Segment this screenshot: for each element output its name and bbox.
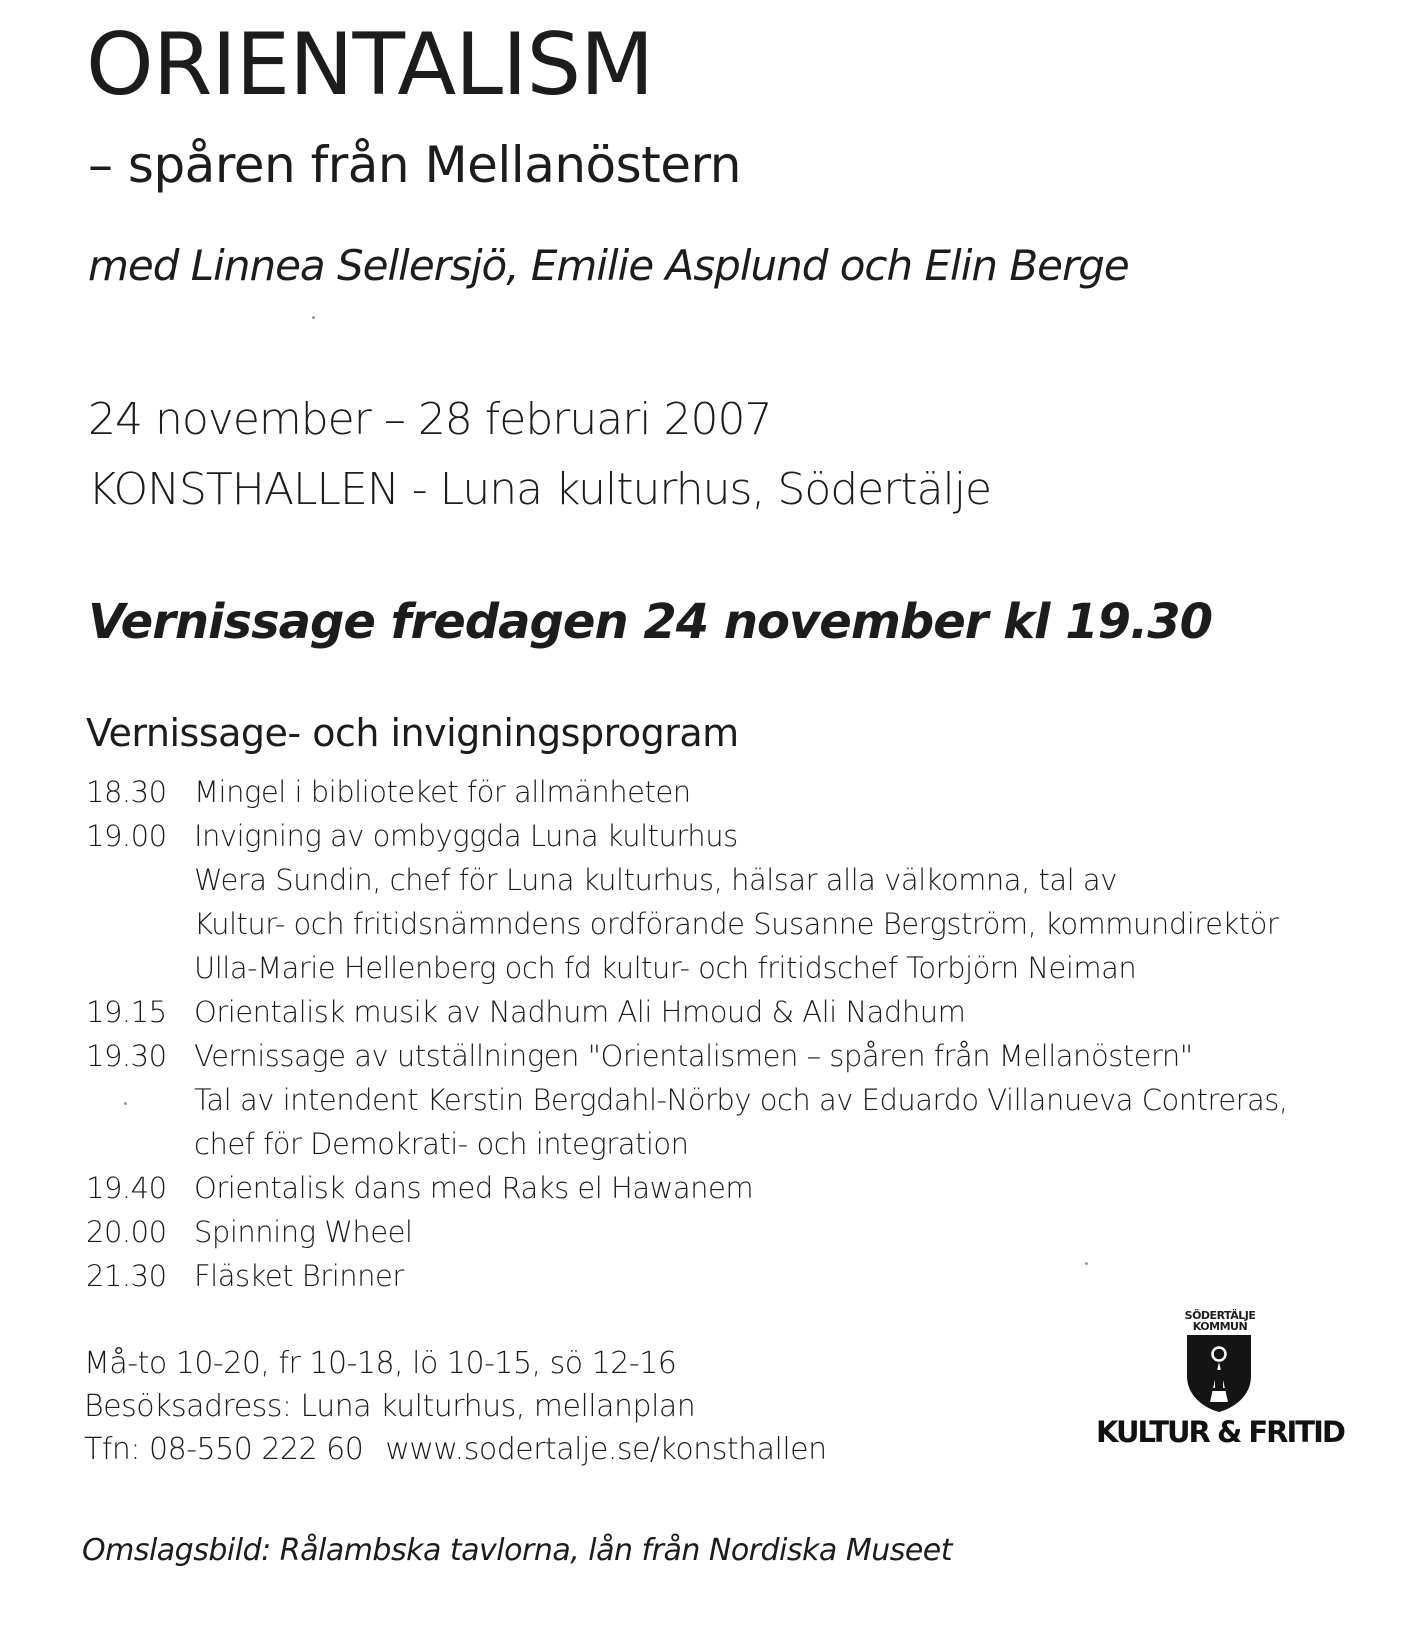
logo-top-line-1: SÖDERTÄLJE [1184, 1309, 1256, 1322]
visitor-info [84, 1342, 827, 1471]
exhibition-dates: 24 november – 28 februari 2007 [88, 394, 772, 445]
program-list [86, 770, 1366, 1298]
logo-department-text: KULTUR & FRITID [1096, 1415, 1344, 1449]
visit-address: Besöksadress: Luna kulturhus, mellanplan [84, 1389, 696, 1424]
paper-speck [124, 1102, 127, 1105]
program-time: 20.00 [86, 1215, 167, 1249]
program-description-line: Mingel i biblioteket för allmänheten [194, 775, 691, 809]
program-description-line: Wera Sundin, chef för Luna kulturhus, hälsar alla välkomna, tal av [194, 863, 1117, 897]
program-description-line: Orientalisk musik av Nadhum Ali Hmoud & Ali Nadhum [194, 995, 966, 1029]
program-item [86, 1034, 1366, 1166]
program-description [194, 1166, 1366, 1210]
contact-line [84, 1428, 827, 1471]
program-description-line: Fläsket Brinner [194, 1259, 404, 1293]
kultur-fritid-logo [1070, 1310, 1370, 1450]
cover-image-credit: Omslagsbild: Rålambska tavlorna, lån från Nordiska Museet [82, 1533, 953, 1568]
vernissage-announcement: Vernissage fredagen 24 november kl 19.30 [88, 594, 1213, 650]
program-description-line: Orientalisk dans med Raks el Hawanem [194, 1171, 754, 1205]
logo-municipality-text [1178, 1310, 1262, 1332]
program-description-line: Tal av intendent Kerstin Bergdahl-Nörby och av Eduardo Villanueva Contreras, [194, 1083, 1288, 1117]
paper-speck [312, 316, 315, 319]
program-item [86, 990, 1366, 1034]
program-description-line: Spinning Wheel [194, 1215, 413, 1249]
program-description-line: Vernissage av utställningen "Orientalismen – spåren från Mellanöstern" [194, 1039, 1193, 1073]
program-time: 19.00 [86, 819, 167, 853]
program-description [194, 814, 1366, 990]
program-description-line: chef för Demokrati- och integration [194, 1127, 689, 1161]
program-time: 19.40 [86, 1171, 167, 1205]
website-url: www.sodertalje.se/konsthallen [385, 1432, 827, 1467]
paper-speck [1085, 1262, 1088, 1265]
phone-number: Tfn: 08-550 222 60 [84, 1432, 364, 1467]
program-time: 21.30 [86, 1259, 167, 1293]
exhibition-title: ORIENTALISM [86, 15, 654, 115]
program-time: 19.30 [86, 1039, 167, 1073]
program-description [194, 1034, 1366, 1166]
program-description [194, 1254, 1366, 1298]
program-heading: Vernissage- och invigningsprogram [86, 711, 739, 755]
program-item [86, 1254, 1366, 1298]
program-item [86, 814, 1366, 990]
program-description-line: Ulla-Marie Hellenberg och fd kultur- och fritidschef Torbjörn Neiman [194, 951, 1137, 985]
program-description [194, 990, 1366, 1034]
program-item [86, 770, 1366, 814]
program-time: 18.30 [86, 775, 167, 809]
opening-hours: Må-to 10-20, fr 10-18, lö 10-15, sö 12-16 [84, 1346, 677, 1381]
exhibition-venue: KONSTHALLEN - Luna kulturhus, Södertälje [88, 464, 992, 515]
coat-of-arms-icon [1184, 1332, 1254, 1414]
program-time: 19.15 [86, 995, 167, 1029]
artists-line: med Linnea Sellersjö, Emilie Asplund och Elin Berge [88, 241, 1129, 290]
program-item [86, 1166, 1366, 1210]
exhibition-subtitle: – spåren från Mellanöstern [88, 136, 741, 194]
program-description-line: Invigning av ombyggda Luna kulturhus [194, 819, 738, 853]
program-item [86, 1210, 1366, 1254]
program-description-line: Kultur- och fritidsnämndens ordförande Susanne Bergström, kommundirektör [194, 907, 1279, 941]
program-description [194, 1210, 1366, 1254]
program-description [194, 770, 1366, 814]
logo-top-line-2: KOMMUN [1192, 1320, 1248, 1333]
